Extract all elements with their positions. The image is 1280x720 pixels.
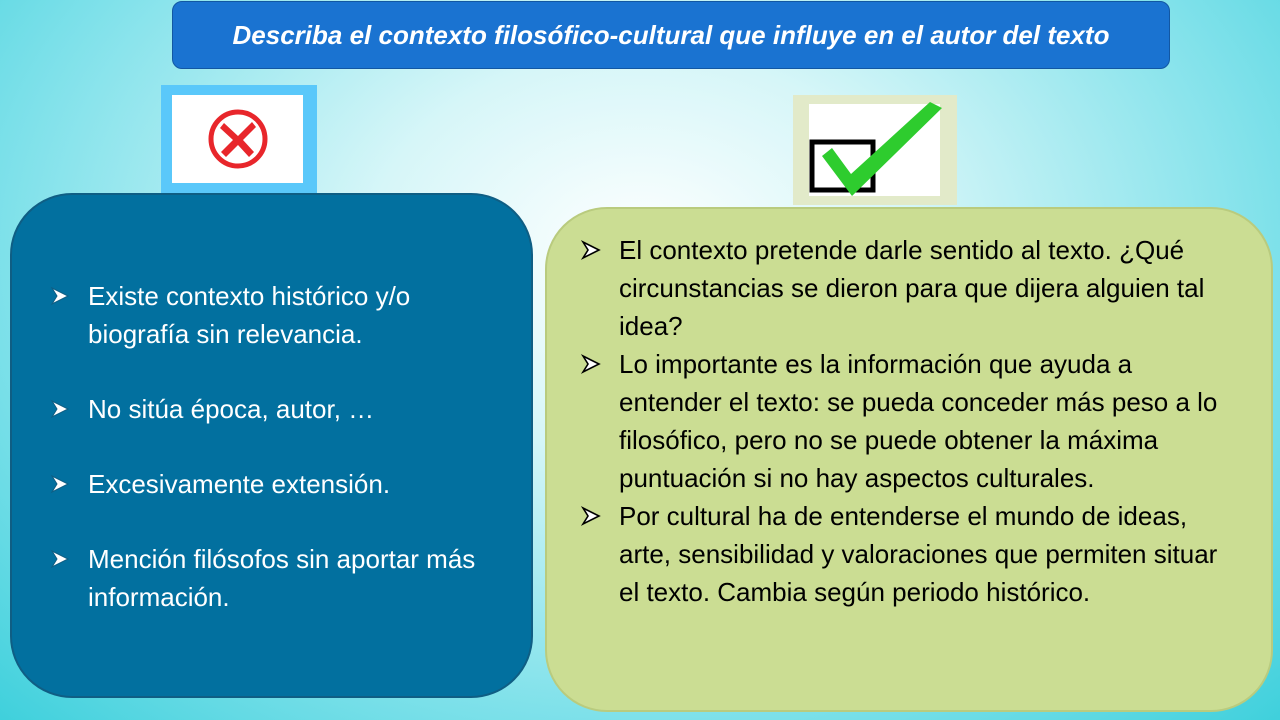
arrowhead-bullet-icon [50,465,78,503]
list-item-text: Lo importante es la información que ayuda a entender el texto: se pueda conceder más peso a lo filosófico, pero no se puede obtener la máxima puntuación si no hay aspectos culturales. [619,349,1218,493]
arrowhead-bullet-icon [581,345,609,383]
list-item-text: Existe contexto histórico y/o biografía sin relevancia. [88,281,411,349]
wrong-icon-box [172,95,303,183]
incorrect-criteria-list [50,277,511,616]
list-item [581,497,1241,611]
arrowhead-bullet-icon [581,497,609,535]
arrowhead-bullet-icon [50,390,78,428]
list-item-text: Mención filósofos sin aportar más información. [88,544,476,612]
list-item [50,540,511,616]
correct-criteria-list [581,231,1241,611]
list-item-text: Excesivamente extensión. [88,469,391,499]
list-item [50,277,511,353]
list-item-text: El contexto pretende darle sentido al texto. ¿Qué circunstancias se dieron para que dijera alguien tal idea? [619,235,1205,341]
right-icon-frame [793,95,957,205]
arrowhead-bullet-icon [50,540,78,578]
correct-criteria-panel [545,207,1273,712]
arrowhead-bullet-icon [50,277,78,315]
list-item [50,465,511,503]
slide-title-text: Describa el contexto filosófico-cultural que influye en el autor del texto [232,19,1110,50]
right-icon-box [809,104,940,196]
wrong-icon-frame [161,85,317,196]
list-item-text: Por cultural ha de entenderse el mundo de ideas, arte, sensibilidad y valoraciones que permiten situar el texto. Cambia según periodo histórico. [619,501,1218,607]
incorrect-criteria-panel [10,193,533,698]
slide-title [172,1,1170,69]
red-cross-icon [207,108,269,170]
list-item [50,390,511,428]
green-checkmark-icon [809,104,940,196]
arrowhead-bullet-icon [581,231,609,269]
list-item [581,231,1241,345]
list-item-text: No sitúa época, autor, … [88,394,375,424]
list-item [581,345,1241,497]
